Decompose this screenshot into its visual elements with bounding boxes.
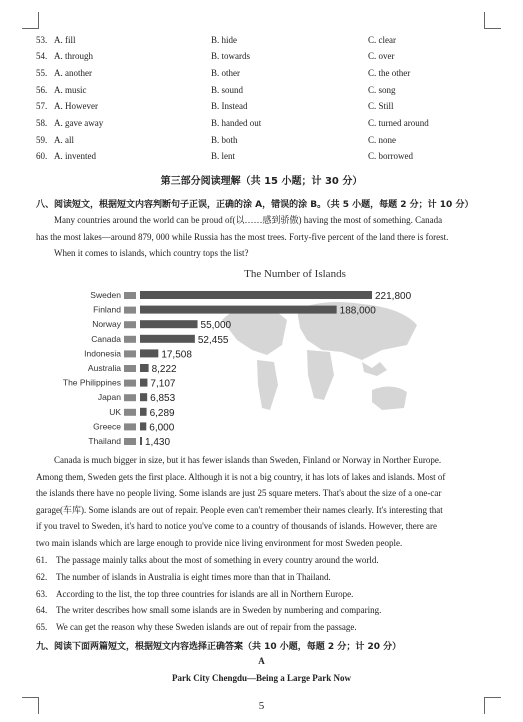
option-row xyxy=(36,151,496,165)
option-b: B. lent xyxy=(211,151,235,161)
bar xyxy=(140,349,158,357)
intro-line: has the most lakes—around 879, 000 while Russia has the most trees. Forty-five percent of the land there is forest. xyxy=(36,231,449,242)
category-label: Norway xyxy=(92,319,121,330)
flag-icon xyxy=(124,394,136,401)
category-label: Thailand xyxy=(88,436,121,446)
body-line: garage(车库). Some islands are out of repair. People even can't remember their names clearly. It's interesting that xyxy=(36,504,443,515)
flag-icon xyxy=(124,350,136,357)
page-number: 5 xyxy=(258,700,265,712)
body-line: Among them, Sweden gets the first place. Although it is not a big country, it has lots of lakes and islands. Most of xyxy=(36,471,446,482)
body-line: Canada is much bigger in size, but it has fewer islands than Sweden, Finland or Norway in Norther Europe. xyxy=(54,455,442,465)
option-b: B. sound xyxy=(211,85,244,95)
crop-mark-top-left xyxy=(22,12,39,29)
passage-a-title: Park City Chengdu—Being a Large Park Now xyxy=(171,673,351,683)
option-row xyxy=(36,135,496,149)
bar xyxy=(140,408,147,416)
option-row xyxy=(36,118,496,132)
flag-icon xyxy=(124,321,136,328)
option-c: C. clear xyxy=(368,35,396,45)
question-number: 63. xyxy=(36,589,48,599)
bar xyxy=(140,379,147,387)
crop-mark-top-right xyxy=(484,12,501,29)
bar xyxy=(140,364,149,372)
option-b: B. Instead xyxy=(211,101,248,111)
option-a: A. another xyxy=(54,68,92,78)
flag-icon xyxy=(124,423,136,430)
body-line: if you travel to Sweden, it's hard to notice you've come to a country of thousands of islands. However, there are xyxy=(36,521,438,531)
flag-icon xyxy=(124,292,136,299)
flag-icon xyxy=(124,307,136,314)
question-number: 54. xyxy=(36,51,48,61)
question-number: 65. xyxy=(36,622,48,632)
category-label: Finland xyxy=(93,304,121,315)
value-label: 188,000 xyxy=(339,305,376,317)
question-number: 58. xyxy=(36,118,48,128)
value-label: 55,000 xyxy=(200,320,232,332)
value-label: 8,222 xyxy=(151,364,177,375)
bar xyxy=(140,306,337,314)
flag-icon xyxy=(124,336,136,343)
question-row xyxy=(36,622,496,632)
question-text: The passage mainly talks about the most of something in every country around the world. xyxy=(56,555,379,565)
category-label: The Philippines xyxy=(62,377,121,388)
option-c: C. song xyxy=(368,85,396,95)
body-line: two main islands which are large enough to provide nice living environment for most Sweden people. xyxy=(36,537,403,548)
question-number: 59. xyxy=(36,135,48,145)
section8-instruction: 八、阅读短文，根据短文内容判断句子正误，正确的涂 A，错误的涂 B。（共 5 小题，每题 2 分；计 10 分） xyxy=(36,200,474,210)
bar xyxy=(140,422,146,430)
value-label: 1,430 xyxy=(145,437,171,448)
flag-icon xyxy=(124,365,136,372)
bar xyxy=(140,320,198,328)
bar xyxy=(140,393,147,401)
flag-icon xyxy=(124,380,136,387)
category-label: Japan xyxy=(97,392,121,403)
value-label: 52,455 xyxy=(197,334,229,346)
option-c: C. turned around xyxy=(368,118,429,128)
bar xyxy=(140,291,372,299)
section9-instruction: 九、阅读下面两篇短文，根据短文内容选择正确答案（共 10 小题，每题 2 分；计 20 分） xyxy=(36,642,402,652)
category-label: Canada xyxy=(91,333,121,344)
option-a: A. gave away xyxy=(54,118,104,128)
value-label: 7,107 xyxy=(150,378,176,390)
question-text: The writer describes how small some islands are in Sweden by numbering and comparing. xyxy=(56,605,382,615)
category-label: Australia xyxy=(87,363,121,373)
islands-bar-chart xyxy=(62,266,480,452)
flag-icon xyxy=(124,409,136,416)
question-row xyxy=(36,605,496,615)
value-label: 6,853 xyxy=(150,393,176,405)
question-row xyxy=(36,589,496,599)
question-number: 62. xyxy=(36,572,48,582)
value-label: 17,508 xyxy=(161,349,192,361)
body-line: the islands there have no people living. Some islands are just 25 square meters. That's about the size of a one-car xyxy=(36,488,442,498)
question-number: 56. xyxy=(36,85,48,95)
flag-icon xyxy=(124,438,136,445)
body-paragraph xyxy=(36,452,488,551)
question-text: The number of islands in Australia is eight times more than that in Thailand. xyxy=(56,572,331,582)
option-c: C. borrowed xyxy=(368,151,413,161)
option-b: B. towards xyxy=(211,51,250,61)
intro-line: Many countries around the world can be proud of(以……感到骄傲) having the most of something. Canada xyxy=(54,215,443,225)
option-c: C. the other xyxy=(368,68,411,78)
question-number: 61. xyxy=(36,555,48,565)
passage-a-letter: A xyxy=(258,656,265,666)
question-number: 55. xyxy=(36,68,48,78)
value-label: 6,000 xyxy=(149,422,175,434)
option-row xyxy=(36,85,496,99)
option-row xyxy=(36,35,496,49)
question-number: 64. xyxy=(36,605,48,615)
category-label: Sweden xyxy=(90,290,121,300)
question-number: 57. xyxy=(36,101,48,111)
category-label: Indonesia xyxy=(84,348,121,359)
value-label: 221,800 xyxy=(375,291,412,302)
intro-paragraph xyxy=(36,212,488,262)
category-label: Greece xyxy=(93,421,121,432)
question-row xyxy=(36,555,496,565)
option-a: A. fill xyxy=(54,35,76,45)
part3-title: 第三部分阅读理解（共 15 小题；计 30 分） xyxy=(160,176,363,187)
question-number: 60. xyxy=(36,151,48,161)
bar xyxy=(140,335,195,343)
option-row xyxy=(36,68,496,82)
chart-title: The Number of Islands xyxy=(244,268,346,280)
option-a: A. invented xyxy=(54,151,96,161)
question-number: 53. xyxy=(36,35,48,45)
option-a: A. through xyxy=(54,51,93,61)
option-c: C. none xyxy=(368,135,396,145)
option-b: B. hide xyxy=(211,35,237,45)
option-b: B. handed out xyxy=(211,118,262,128)
option-row xyxy=(36,101,496,115)
option-a: A. music xyxy=(54,85,87,95)
value-label: 6,289 xyxy=(149,407,175,419)
option-row xyxy=(36,51,496,65)
option-c: C. over xyxy=(368,51,395,61)
option-a: A. However xyxy=(54,101,98,111)
question-row xyxy=(36,572,496,582)
option-b: B. other xyxy=(211,68,240,78)
category-label: UK xyxy=(109,406,121,417)
bar xyxy=(140,437,142,445)
option-c: C. Still xyxy=(368,101,394,111)
question-text: We can get the reason why these Sweden islands are out of repair from the passage. xyxy=(56,622,357,632)
intro-line: When it comes to islands, which country tops the list? xyxy=(54,248,249,258)
option-b: B. both xyxy=(211,135,238,145)
option-a: A. all xyxy=(54,135,74,145)
question-text: According to the list, the top three countries for islands are all in Northern Europe. xyxy=(56,589,354,599)
